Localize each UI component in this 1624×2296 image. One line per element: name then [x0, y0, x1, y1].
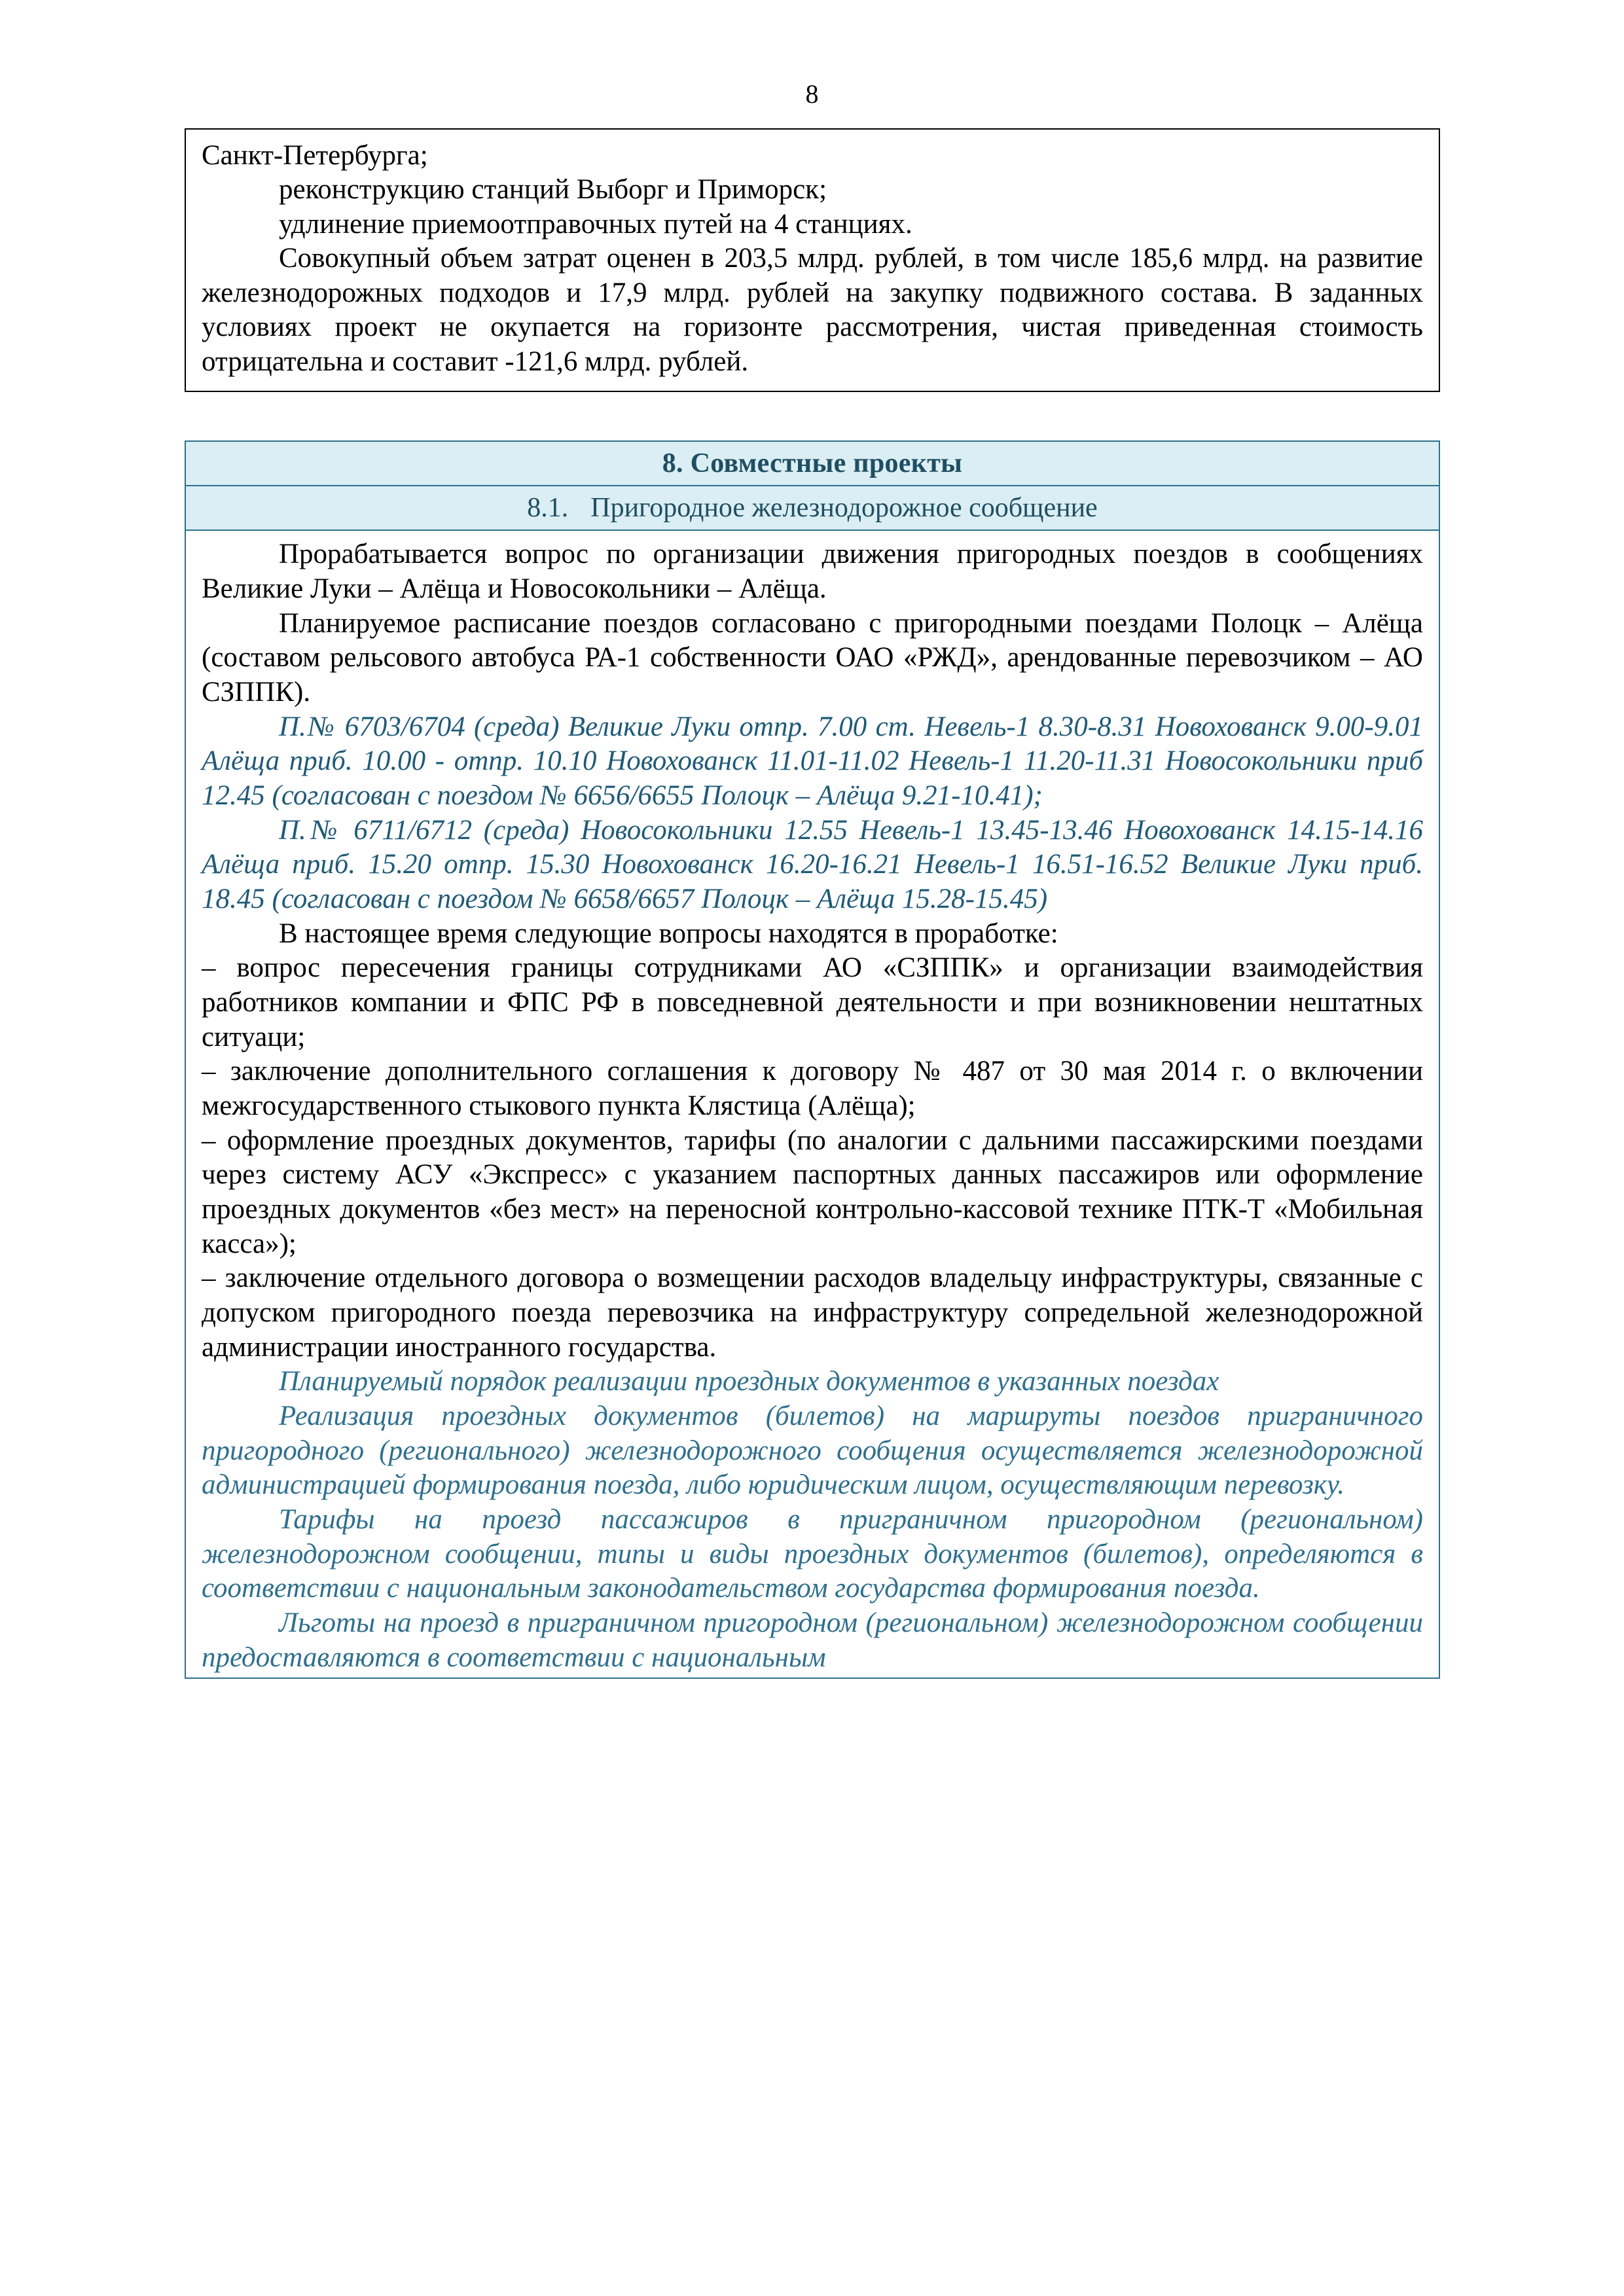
italic-heading: Планируемый порядок реализации проездных документов в указанных поездах [279, 1366, 1219, 1397]
section-heading: 8. Совместные проекты [185, 440, 1440, 486]
top-line-2: реконструкцию станций Выборг и Приморск; [279, 174, 827, 206]
list-item: – вопрос пересечения границы сотрудниками АО «СЗППК» и организации взаимодействия работников компании и ФПС РФ в повседневной деятельности и при возникновении нештатных ситуаци; [202, 952, 1423, 1052]
top-line-1: Санкт-Петербурга; [202, 140, 428, 171]
train-schedule-2: П.№ 6711/6712 (среда) Новосокольники 12.55 Невель-1 13.45-13.46 Новохованск 14.15-14.16 Алёща приб. 15.20 отпр. 15.30 Новохованск 16.20-16.21 Невель-1 16.51-16.52 Великие Луки приб. 18.45 (согласован с поездом № 6658/6657 Полоцк – Алёща 15.28-15.45) [202, 814, 1423, 914]
paragraph-5: В настоящее время следующие вопросы находятся в проработке: [279, 918, 1058, 949]
train-schedule-1: П.№ 6703/6704 (среда) Великие Луки отпр. 7.00 ст. Невель-1 8.30-8.31 Новохованск 9.00-9.01 Алёща приб. 10.00 - отпр. 10.10 Новохованск 11.01-11.02 Невель-1 11.20-11.31 Новосокольники приб 12.45 (согласован с поездом № 6656/6655 Полоцк – Алёща 9.21-10.41); [202, 711, 1423, 811]
list-item: – оформление проездных документов, тарифы (по аналогии с дальними пассажирскими поездами через систему АСУ «Экспресс» с указанием паспортных данных пассажиров или оформление проездных документов «без мест» на переносной контрольно-кассовой технике ПТК-Т «Мобильная касса»); [202, 1124, 1423, 1259]
list-item: – заключение отдельного договора о возмещении расходов владельцу инфраструктуры, связанные с допуском пригородного поезда перевозчика на инфраструктуру сопредельной железнодорожной администрации иностранного государства. [202, 1263, 1423, 1363]
top-paragraph: Совокупный объем затрат оценен в 203,5 млрд. рублей, в том числе 185,6 млрд. на развитие железнодорожных подходов и 17,9 млрд. рублей на закупку подвижного состава. В заданных условиях проект не окупается на горизонте рассмотрения, чистая приведенная стоимость отрицательна и составит -121,6 млрд. рублей. [202, 243, 1423, 377]
subheading-number: 8.1. [527, 493, 569, 524]
top-text-box [185, 128, 1440, 392]
list-item: – заключение дополнительного соглашения к договору № 487 от 30 мая 2014 г. о включении межгосударственного стыкового пункта Клястица (Алёща); [202, 1056, 1423, 1121]
top-line-3: удлинение приемоотправочных путей на 4 станциях. [279, 208, 912, 240]
italic-paragraph-3: Льготы на проезд в приграничном пригородном (региональном) железнодорожном сообщении предоставляются в соответствии с национальным [202, 1607, 1423, 1673]
italic-paragraph-2: Тарифы на проезд пассажиров в приграничном пригородном (региональном) железнодорожном сообщении, типы и виды проездных документов (билетов), определяются в соответствии с национальным законодательством государства формирования поезда. [202, 1503, 1423, 1604]
block-spacer [185, 392, 1440, 440]
section-subheading [185, 486, 1440, 531]
paragraph-2: Планируемое расписание поездов согласовано с пригородными поездами Полоцк – Алёща (составом рельсового автобуса РА-1 собственности ОАО «РЖД», арендованные перевозчиком – АО СЗППК). [202, 607, 1423, 708]
italic-paragraph-1: Реализация проездных документов (билетов) на маршруты поездов приграничного пригородного (регионального) железнодорожного сообщения осуществляется железнодорожной администрацией формирования поезда, либо юридическим лицом, осуществляющим перевозку. [202, 1400, 1423, 1501]
page-content [185, 128, 1440, 1679]
page-number: 8 [805, 79, 819, 109]
subheading-title: Пригородное железнодорожное сообщение [590, 493, 1098, 524]
section-body-box [185, 531, 1440, 1679]
paragraph-1: Прорабатывается вопрос по организации движения пригородных поездов в сообщениях Великие Луки – Алёща и Новосокольники – Алёща. [202, 539, 1423, 604]
